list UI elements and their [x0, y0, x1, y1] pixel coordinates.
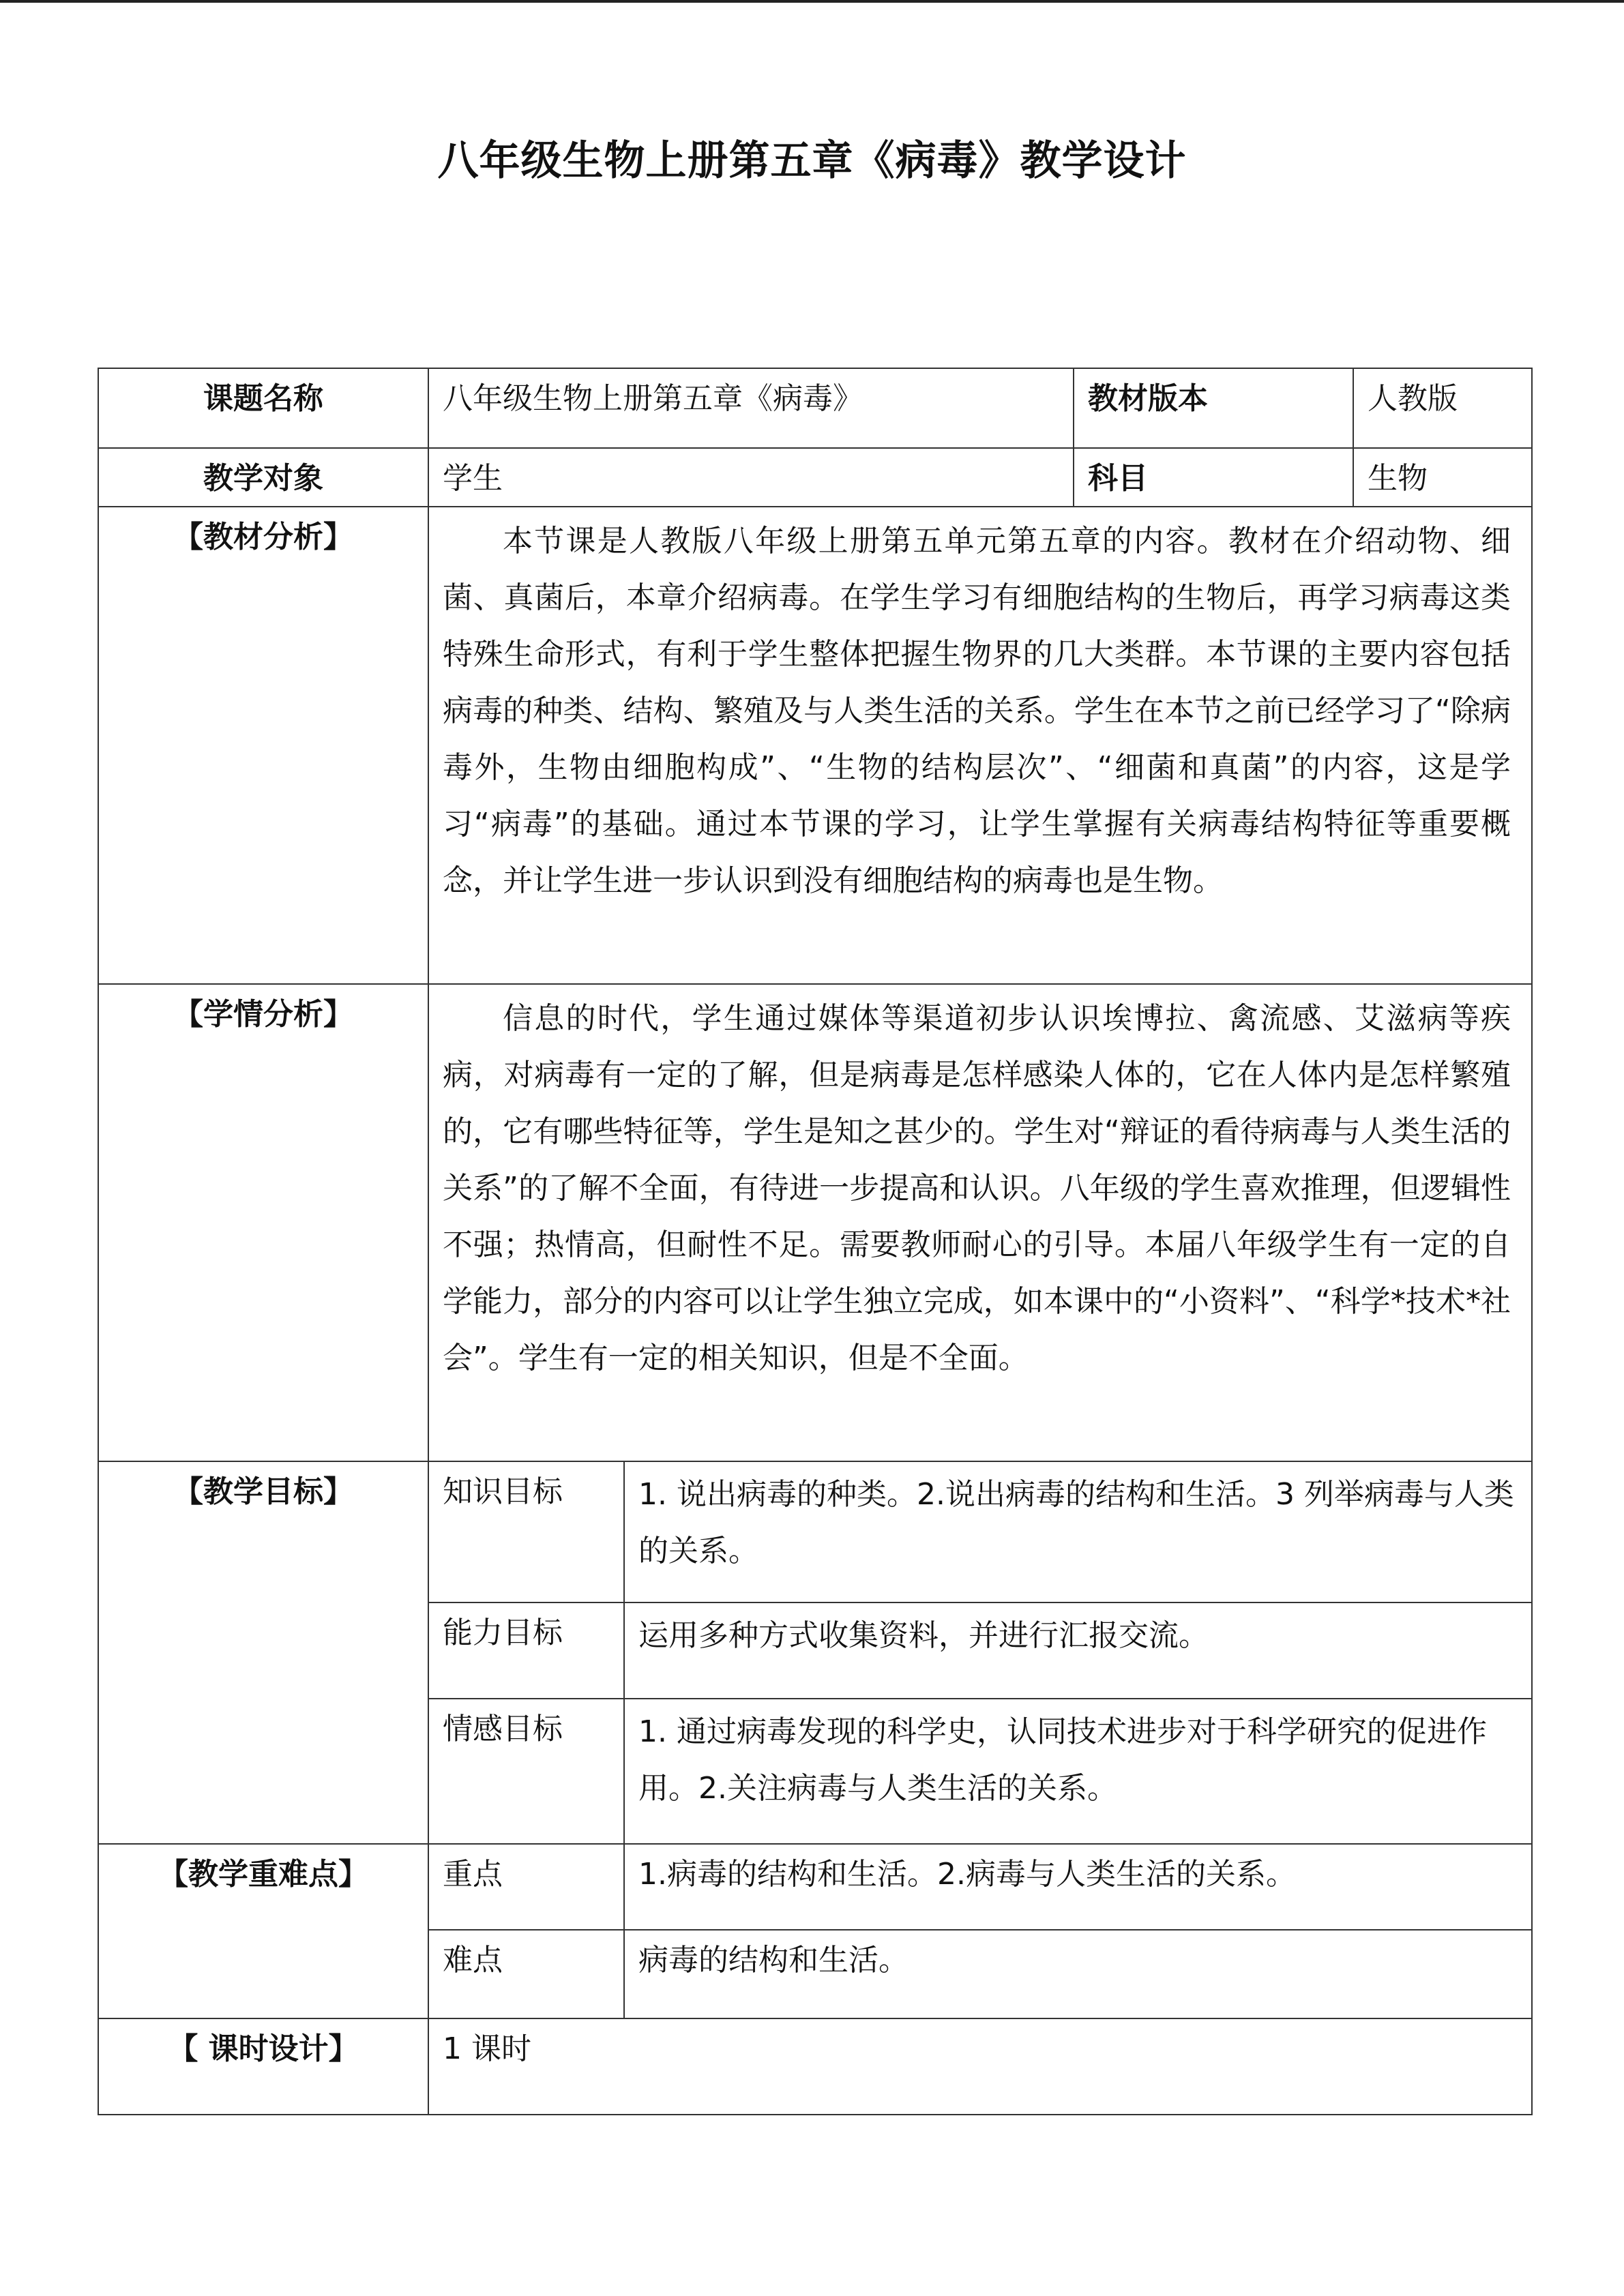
table-row — [98, 1461, 1532, 1602]
emotion-objective-cell — [624, 1699, 1532, 1844]
table-row — [98, 507, 1532, 984]
key-points-label: 【教学重难点】 — [98, 1844, 428, 2018]
table-row — [98, 448, 1532, 507]
table-row — [98, 984, 1532, 1461]
subject-label: 科目 — [1074, 448, 1353, 507]
knowledge-objective-cell — [624, 1461, 1532, 1602]
schedule-value: 1 课时 — [428, 2018, 1532, 2115]
subject-value: 生物 — [1353, 448, 1532, 507]
difficulty-text: 病毒的结构和生活。 — [624, 1930, 1532, 2018]
emotion-objective-label: 情感目标 — [428, 1699, 624, 1844]
table-row — [98, 368, 1532, 448]
ability-objective-label: 能力目标 — [428, 1602, 624, 1699]
knowledge-objective-label: 知识目标 — [428, 1461, 624, 1602]
focus-text: 1.病毒的结构和生活。2.病毒与人类生活的关系。 — [624, 1844, 1532, 1930]
student-analysis-cell — [428, 984, 1532, 1461]
knowledge-objective-text: 1. 说出病毒的种类。2.说出病毒的结构和生活。3 列举病毒与人类的关系。 — [638, 1477, 1514, 1568]
schedule-label: 【 课时设计】 — [98, 2018, 428, 2115]
audience-label: 教学对象 — [98, 448, 428, 507]
edition-label: 教材版本 — [1074, 368, 1353, 448]
table-row — [98, 1844, 1532, 1930]
table-row — [98, 2018, 1532, 2115]
material-analysis-text: 本节课是人教版八年级上册第五单元第五章的内容。教材在介绍动物、细菌、真菌后，本章介绍病毒。在学生学习有细胞结构的生物后，再学习病毒这类特殊生命形式，有利于学生整体把握生物界的几大类群。本节课的主要内容包括病毒的种类、结构、繁殖及与人类生活的关系。学生在本节之前已经学习了“除病毒外，生物由细胞构成”、“生物的结构层次”、“细菌和真菌”的内容，这是学习“病毒”的基础。通过本节课的学习，让学生掌握有关病毒结构特征等重要概念，并让学生进一步认识到没有细胞结构的病毒也是生物。 — [443, 524, 1511, 898]
ability-objective-cell — [624, 1602, 1532, 1699]
student-analysis-text: 信息的时代，学生通过媒体等渠道初步认识埃博拉、禽流感、艾滋病等疾病，对病毒有一定的了解，但是病毒是怎样感染人体的，它在人体内是怎样繁殖的，它有哪些特征等，学生是知之甚少的。学生对“辩证的看待病毒与人类生活的关系”的了解不全面，有待进一步提高和认识。八年级的学生喜欢推理，但逻辑性不强；热情高，但耐性不足。需要教师耐心的引导。本届八年级学生有一定的自学能力，部分的内容可以让学生独立完成，如本课中的“小资料”、“科学*技术*社会”。学生有一定的相关知识，但是不全面。 — [443, 1001, 1511, 1375]
lesson-plan-table — [98, 368, 1533, 2115]
course-name-value: 八年级生物上册第五章《病毒》 — [428, 368, 1074, 448]
edition-value: 人教版 — [1353, 368, 1532, 448]
page-top-border — [0, 0, 1624, 3]
emotion-objective-text: 1. 通过病毒发现的科学史，认同技术进步对于科学研究的促进作用。2.关注病毒与人类生活的关系。 — [638, 1714, 1487, 1806]
material-analysis-label: 【教材分析】 — [98, 507, 428, 984]
ability-objective-text: 运用多种方式收集资料，并进行汇报交流。 — [638, 1618, 1209, 1653]
page-title: 八年级生物上册第五章《病毒》教学设计 — [437, 137, 1187, 185]
audience-value: 学生 — [428, 448, 1074, 507]
difficulty-label: 难点 — [428, 1930, 624, 2018]
course-name-label: 课题名称 — [98, 368, 428, 448]
focus-label: 重点 — [428, 1844, 624, 1930]
material-analysis-cell — [428, 507, 1532, 984]
student-analysis-label: 【学情分析】 — [98, 984, 428, 1461]
objectives-label: 【教学目标】 — [98, 1461, 428, 1844]
